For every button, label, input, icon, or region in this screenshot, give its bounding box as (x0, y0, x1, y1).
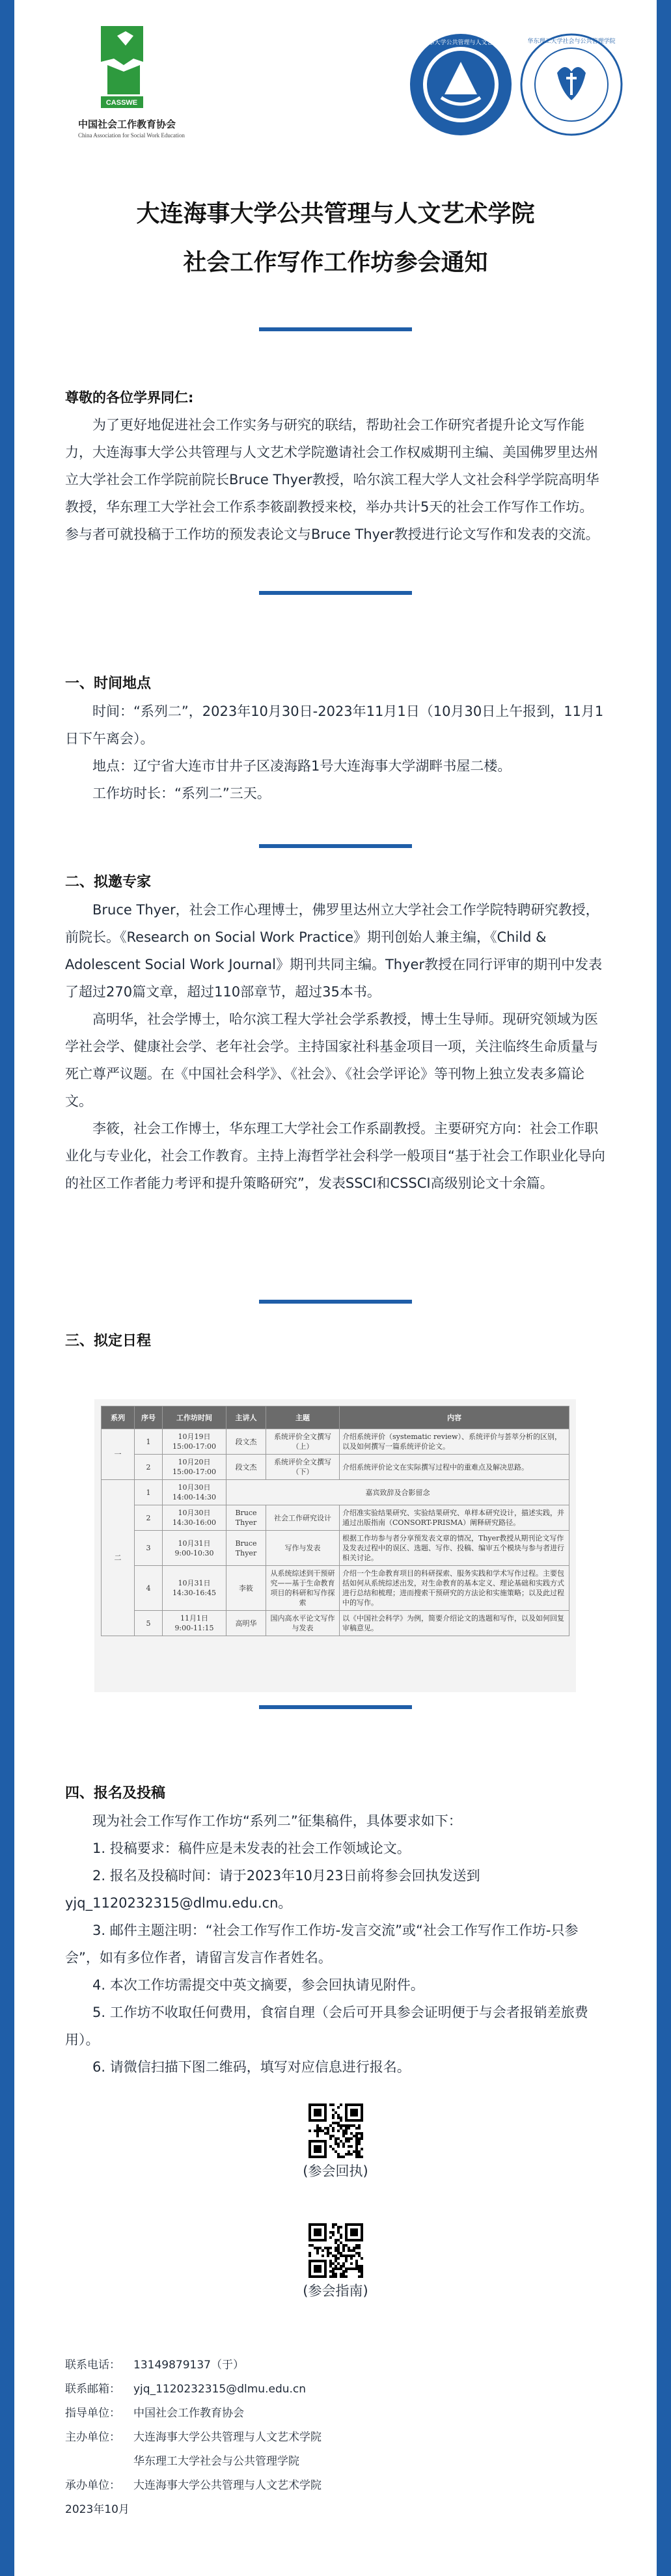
section-divider-2 (259, 844, 412, 848)
footer-key: 承办单位： (65, 2479, 120, 2492)
footer-value: 中国社会工作教育协会 (133, 2407, 244, 2420)
footer-organizer (65, 2474, 521, 2498)
series-cell: 二 (102, 1480, 135, 1636)
section-time-place (65, 670, 605, 807)
col-series: 系列 (102, 1406, 135, 1429)
title-line-1: 大连海事大学公共管理与人文艺术学院 (136, 200, 535, 227)
no-cell: 3 (135, 1531, 163, 1566)
footer-value: 大连海事大学公共管理与人文艺术学院 (133, 2479, 322, 2492)
section-experts (65, 869, 605, 1197)
footer-email (65, 2377, 521, 2402)
qr-code-guide[interactable] (308, 2223, 363, 2278)
speaker-cell: Bruce Thyer (226, 1505, 266, 1531)
content-cell: 根据工作坊参与者分享预发表文章的情况，Thyer教授从期刊论文写作及发表过程中的误区、选题、写作、投稿、编审五个模块与参与者进行相关讨论。 (340, 1531, 569, 1566)
qr-caption-guide: (参会指南) (303, 2283, 368, 2299)
time-cell: 10月31日 9:00-10:30 (163, 1531, 226, 1566)
table-row (102, 1531, 569, 1566)
col-no: 序号 (135, 1406, 163, 1429)
no-cell: 2 (135, 1455, 163, 1480)
ecust-seal-icon (519, 33, 623, 137)
register-lead: 现为社会工作写作工作坊“系列二”征集稿件，具体要求如下： (92, 1813, 462, 1829)
footer-host-unit (65, 2426, 521, 2450)
section-divider-4 (259, 1705, 412, 1709)
register-item-6: 6. 请微信扫描下图二维码，填写对应信息进行报名。 (92, 2059, 411, 2075)
content-cell: 介绍系统评价论文在实际撰写过程中的重难点及解决思路。 (340, 1455, 569, 1480)
section4-heading: 四、报名及投稿 (65, 1785, 166, 1802)
no-cell: 5 (135, 1611, 163, 1636)
content-cell: 介绍系统评价（systematic review）、系统评价与荟萃分析的区别，以及如何撰写一篇系统评价论文。 (340, 1429, 569, 1455)
time-cell: 11月1日 9:00-11:15 (163, 1611, 226, 1636)
intro-paragraph: 为了更好地促进社会工作实务与研究的联结，帮助社会工作研究者提升论文写作能力，大连海事大学公共管理与人文艺术学院邀请社会工作权威期刊主编、美国佛罗里达州立大学社会工作学院前院长Bruce Thyer教授，哈尔滨工程大学人文社会科学学院高明华教授，华东理工大学社会工作系李筱副教授来校，举办共计5天的社会工作写作工作坊。参与者可就投稿于工作坊的预发表论文与Bruce Thyer教授进行论文写作和发表的交流。 (65, 417, 599, 542)
section-register (65, 1780, 605, 2081)
expert-thyer: Bruce Thyer，社会工作心理博士，佛罗里达州立大学社会工作学院特聘研究教授，前院长。《Research on Social Work Practice》期刊创始人兼主编，《Child & Adolescent Social Work Journal》期刊共同主编。Thyer教授在同行评审的期刊中发表了超过270篇文章，超过110部章节，超过35本书。 (65, 902, 603, 1000)
seal2-text: 华东理工大学社会与公共管理学院 (527, 38, 616, 45)
title-line-2: 社会工作写作工作坊参会通知 (183, 249, 488, 276)
register-item-4: 4. 本次工作坊需提交中英文摘要，参会回执请见附件。 (92, 1977, 424, 1993)
topic-cell: 写作与发表 (266, 1531, 340, 1566)
content-cell: 以《中国社会科学》为例，简要介绍论文的选题和写作，以及如何回复审稿意见。 (340, 1611, 569, 1636)
casswe-mark-icon (94, 26, 150, 111)
table-row (102, 1455, 569, 1480)
footer-value: 13149879137（于） (133, 2359, 244, 2372)
speaker-cell: Bruce Thyer (226, 1531, 266, 1566)
speaker-cell: 高明华 (226, 1611, 266, 1636)
intro-section (65, 384, 605, 548)
casswe-mark-text: CASSWE (105, 99, 138, 107)
section-divider-1 (259, 591, 412, 595)
footer-key: 指导单位： (65, 2407, 120, 2420)
time-cell: 10月31日 14:30-16:45 (163, 1566, 226, 1611)
table-row (102, 1611, 569, 1636)
footer-key (65, 2450, 133, 2474)
org-name: 中国社会工作教育协会 (78, 118, 176, 130)
no-cell: 4 (135, 1566, 163, 1611)
time-text: 时间：“系列二”，2023年10月30日-2023年11月1日（10月30日上午报到，11月1日下午离会）。 (65, 704, 604, 747)
col-time: 工作坊时间 (163, 1406, 226, 1429)
register-item-3: 3. 邮件主题注明：“社会工作写作工作坊-发言交流”或“社会工作写作工作坊-只参会”，如有多位作者，请留言发言作者姓名。 (65, 1923, 579, 1966)
footer-value: 华东理工大学社会与公共管理学院 (133, 2455, 299, 2468)
speaker-cell: 段文杰 (226, 1429, 266, 1455)
schedule-header-row (102, 1406, 569, 1429)
footer-key: 联系电话： (65, 2359, 120, 2372)
table-row (102, 1429, 569, 1455)
no-cell: 1 (135, 1429, 163, 1455)
section-schedule (65, 1328, 605, 1355)
register-item-5: 5. 工作坊不收取任何费用，食宿自理（会后可开具参会证明便于与会者报销差旅费用）。 (65, 2005, 588, 2048)
qr-code-receipt[interactable] (308, 2103, 363, 2158)
footer-key: 联系邮箱： (65, 2383, 120, 2396)
place-text: 地点：辽宁省大连市甘井子区凌海路1号大连海事大学湖畔书屋二楼。 (92, 758, 512, 774)
col-content: 内容 (340, 1406, 569, 1429)
time-cell: 10月30日 14:30-16:00 (163, 1505, 226, 1531)
topic-cell: 系统评价全文撰写（上） (266, 1429, 340, 1455)
footer-phone (65, 2353, 521, 2377)
seal1-text: 大连海事大学公共管理与人文艺术学院 (411, 40, 511, 46)
footer-guide-unit (65, 2402, 521, 2426)
topic-cell: 国内高水平论文写作与发表 (266, 1611, 340, 1636)
schedule-body (102, 1429, 569, 1636)
footer-host-unit-2 (65, 2450, 521, 2474)
footer-email-link[interactable]: yjq_1120232315@dlmu.edu.cn (133, 2383, 307, 2396)
register-item-1: 1. 投稿要求：稿件应是未发表的社会工作领域论文。 (92, 1841, 411, 1856)
footer (65, 2353, 521, 2522)
section-divider-3 (259, 1300, 412, 1304)
duration-text: 工作坊时长：“系列二”三天。 (92, 786, 271, 801)
time-cell: 10月30日 14:00-14:30 (163, 1480, 226, 1505)
table-row (102, 1480, 569, 1505)
content-cell: 介绍准实验结果研究、实验结果研究、单样本研究设计，描述实践，并通过出版指南（CONSORT-PRISMA）阐释研究路径。 (340, 1505, 569, 1531)
series-cell: 一 (102, 1429, 135, 1480)
topic-cell: 系统评价全文撰写（下） (266, 1455, 340, 1480)
table-row (102, 1505, 569, 1531)
section1-heading: 一、时间地点 (65, 676, 152, 692)
content-cell: 介绍一个生命教育项目的科研探索、服务实践和学术写作过程。主要包括如何从系统综述出发，对生命教育的基本定义、理论基础和实践方式进行总结和梳理；进而搜索干预研究的方法论和实施策略；以及此过程中的写作。 (340, 1566, 569, 1611)
no-cell: 2 (135, 1505, 163, 1531)
footer-date: 2023年10月 (65, 2503, 130, 2516)
title-divider (259, 327, 412, 331)
col-topic: 主题 (266, 1406, 340, 1429)
org-name-en: China Association for Social Work Education (78, 132, 185, 139)
section3-heading: 三、拟定日程 (65, 1333, 152, 1349)
qr-caption-receipt: (参会回执) (303, 2163, 368, 2179)
register-item-2: 2. 报名及投稿时间：请于2023年10月23日前将参会回执发送到yjq_1120232315@dlmu.edu.cn。 (65, 1868, 480, 1911)
topic-cell: 从系统综述到干预研究——基于生命教育项目的科研和写作探索 (266, 1566, 340, 1611)
schedule-table (101, 1406, 569, 1636)
expert-li: 李筱，社会工作博士，华东理工大学社会工作系副教授。主要研究方向：社会工作职业化与专业化，社会工作教育。主持上海哲学社会科学一般项目“基于社会工作职业化导向的社区工作者能力考评和提升策略研究”，发表SSCI和CSSCI高级别论文十余篇。 (65, 1121, 605, 1191)
footer-key: 主办单位： (65, 2431, 120, 2444)
speaker-cell: 段文杰 (226, 1455, 266, 1480)
header (0, 0, 671, 182)
salutation: 尊敬的各位学界同仁: (65, 390, 194, 405)
dlmu-seal-icon (409, 33, 513, 137)
col-speaker: 主讲人 (226, 1406, 266, 1429)
no-cell: 1 (135, 1480, 163, 1505)
topic-cell: 社会工作研究设计 (266, 1505, 340, 1531)
footer-value: 大连海事大学公共管理与人文艺术学院 (133, 2431, 322, 2444)
merged-cell: 嘉宾致辞及合影留念 (226, 1480, 569, 1505)
time-cell: 10月20日 15:00-17:00 (163, 1455, 226, 1480)
section2-heading: 二、拟邀专家 (65, 874, 152, 890)
speaker-cell: 李筱 (226, 1566, 266, 1611)
table-row (102, 1566, 569, 1611)
time-cell: 10月19日 15:00-17:00 (163, 1429, 226, 1455)
expert-gao: 高明华，社会学博士，哈尔滨工程大学社会学系教授，博士生导师。现研究领域为医学社会学、健康社会学、老年社会学。主持国家社科基金项目一项，关注临终生命质量与死亡尊严议题。在《中国社会科学》、《社会》、《社会学评论》等刊物上独立发表多篇论文。 (65, 1011, 598, 1109)
casswe-logo (78, 26, 208, 156)
